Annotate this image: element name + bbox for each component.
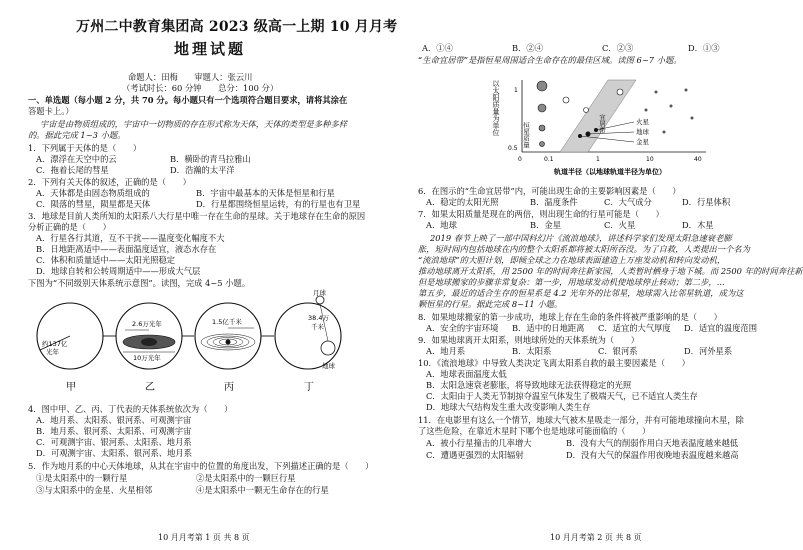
label-yi: 乙 bbox=[145, 382, 155, 393]
question-11: 11．在电影里有这么一个情节，地球大气被木星吸走一部分，并有可能地球撞向木星，除 bbox=[418, 415, 744, 425]
planet-dot bbox=[663, 131, 666, 134]
jia-label-137: 约137亿 bbox=[42, 340, 68, 348]
question-10: 10．《流浪地球》中导致人类决定飞离太阳系自救的最主要因素是（ ） bbox=[418, 358, 690, 368]
q5-statement-4: ④是太阳系中一颗无生命存在的行星 bbox=[196, 485, 329, 495]
celestial-systems-diagram bbox=[28, 289, 388, 396]
x-tick-10: 10 bbox=[646, 156, 654, 163]
stellar-mass-label: 恒星质量 bbox=[522, 122, 530, 148]
passage-line-5: 但是地球搬家的步骤非常复杂：第一步，用地球发动机使地球停止转动；第二步，... bbox=[418, 277, 725, 287]
question-11-cont: 了这些危险，在靠近木星时下哪个也是地球可能面临的（ ） bbox=[418, 426, 651, 436]
figure-intro: 下图为“不同级别天体系统示意图”。读图，完成 4~5 小题。 bbox=[28, 278, 251, 288]
question-1: 1．下列属于天体的是（ ） bbox=[28, 143, 142, 153]
q5-statement-3: ③与太阳系中的金星、火星相邻 bbox=[36, 485, 153, 495]
q5-choice-b: B．②④ bbox=[512, 43, 543, 53]
q9-option-a: A．地月系 bbox=[426, 346, 466, 356]
question-3-cont: 分析正确的是（ ） bbox=[28, 222, 111, 232]
planet-dot bbox=[617, 89, 623, 95]
q6-option-d: D．行星体积 bbox=[682, 197, 731, 207]
q6-option-b: B．温度条件 bbox=[530, 197, 578, 207]
galaxy-bulge bbox=[141, 338, 157, 346]
x-tick-01: 0.1 bbox=[544, 156, 554, 163]
earth-label: 地球 bbox=[322, 362, 335, 370]
q11-option-c: C．遭遇更强烈的太阳辐射 bbox=[426, 450, 524, 460]
ding-circle bbox=[275, 303, 341, 369]
question-4: 4．图中甲、乙、丙、丁代表的天体系统依次为（ ） bbox=[28, 404, 233, 414]
q4-option-d: D．可观测宇宙、太阳系、银河系、地月系 bbox=[36, 448, 192, 458]
venus-label: 金星 bbox=[636, 138, 649, 146]
q4-option-b: B．地月系、银河系、太阳系、可观测宇宙 bbox=[36, 426, 192, 436]
habitable-zone-intro: “生命宜居带”是指恒星周围适合生命存在的最佳区域。读图 6~7 小题。 bbox=[418, 55, 682, 65]
subject-title: 地理试题 bbox=[174, 40, 247, 58]
q3-option-a: A．行星各行其道，互不干扰——温度变化幅度不大 bbox=[36, 233, 225, 243]
q11-option-d: D．没有大气的保温作用夜晚地表温度越来越高 bbox=[566, 450, 739, 460]
passage-line-6: 第五步，最近的适合生存的恒星系是 4.2 光年外的比邻星，地球需入比邻星轨道，成为这 bbox=[418, 288, 744, 298]
q2-option-a: A．天体都是由固态物质组成的 bbox=[36, 188, 150, 198]
intro-text: 宇宙是由物质组成的，宇宙中一切物质的存在形式称为天体，天体的类型是多种多样 bbox=[40, 119, 347, 129]
moon-icon bbox=[316, 296, 324, 304]
q5-choice-d: D．①③ bbox=[688, 43, 720, 53]
authors: 命题人：田梅 审题人：张云川 bbox=[128, 72, 253, 82]
q9-option-c: C．银河系 bbox=[598, 346, 638, 356]
jia-label-lightyear: 光年 bbox=[46, 348, 59, 356]
planet-dot bbox=[563, 97, 569, 103]
q3-option-b: B．日地距离适中——表面温度适宜，液态水存在 bbox=[36, 244, 217, 254]
q4-option-c: C．可观测宇宙、银河系、太阳系、地月系 bbox=[36, 437, 192, 447]
sun bbox=[226, 340, 231, 345]
earth-icon bbox=[321, 341, 335, 355]
planet-dot bbox=[655, 91, 658, 94]
page-footer: 10 月月考第 2 页 共 8 页 bbox=[550, 533, 642, 542]
question-5: 5．作为地月系的中心天体地球，从其在宇宙中的位置的角度出发，下列描述正确的是（ ） bbox=[28, 461, 374, 471]
question-7: 7．如果太阳质量是现在的两倍，则出现生命的行星可能是（ ） bbox=[418, 209, 664, 219]
q5-statement-1: ①是太阳系中的一颗行星 bbox=[36, 473, 128, 483]
q4-option-a: A．地月系、太阳系、银河系、可观测宇宙 bbox=[36, 415, 192, 425]
planet-dot bbox=[645, 109, 648, 112]
y-tick-1: 1 bbox=[514, 87, 518, 94]
q10-option-c: C．太阳由于人类无节制掠夺温室气体发生了极端天气，已不适宜人类生存 bbox=[426, 391, 698, 401]
left-page bbox=[28, 0, 398, 550]
q8-option-a: A．安全的宇宙环境 bbox=[426, 323, 499, 333]
star-marker bbox=[538, 104, 546, 112]
habitable-zone-label: 宜居带 bbox=[598, 114, 606, 134]
question-3: 3．地球是目前人类所知的太阳系八大行星中唯一存在生命的星球。关于地球存在生命的原因 bbox=[28, 211, 366, 221]
q6-option-a: A．稳定的太阳光照 bbox=[426, 197, 499, 207]
question-2: 2．下列有关天体的叙述，正确的是（ ） bbox=[28, 177, 191, 187]
q2-option-d: D．行星都围绕恒星运转，有的行星也有卫星 bbox=[196, 199, 361, 209]
q11-option-b: B．没有大气的削弱作用白天地表温度越来越低 bbox=[566, 438, 739, 448]
q3-option-d: D．地球自转和公转周期适中——形成大气层 bbox=[36, 266, 201, 276]
page-footer: 10 月月考第 1 页 共 8 页 bbox=[158, 533, 250, 542]
q1-option-d: D．浩瀚的太平洋 bbox=[170, 165, 235, 175]
ding-label-384a: 38.4万 bbox=[308, 314, 329, 322]
yi-label-26: 2.6万光年 bbox=[132, 320, 162, 328]
passage-line-2: 胀，短时间内包括地球在内的整个太阳系都将被太阳所吞没。为了自救，人类提出一个名为 bbox=[418, 244, 750, 254]
label-ding: 丁 bbox=[304, 382, 314, 393]
q3-option-c: C．体积和质量适中——太阳光照稳定 bbox=[36, 255, 176, 265]
q5-choice-c: C．②③ bbox=[602, 43, 634, 53]
label-bing: 丙 bbox=[224, 382, 234, 393]
label-jia: 甲 bbox=[66, 382, 76, 393]
q10-option-a: A．地球表面温度太低 bbox=[426, 369, 507, 379]
q10-option-d: D．地球大气结构发生重大改变影响人类生存 bbox=[426, 402, 591, 412]
exam-meta: （考试时长：60 分钟 总分：100 分） bbox=[122, 83, 279, 93]
q8-option-d: D．适宜的温度范围 bbox=[684, 323, 758, 333]
q8-option-b: B．适中的日地距离 bbox=[512, 323, 585, 333]
planet-dot bbox=[584, 108, 589, 113]
passage-line-4: 推动地球离开太阳系，用 2500 年的时间奔往新家园，人类暂时栖身于地下城。而 2500 年的时间奔往新 bbox=[418, 266, 803, 276]
q8-option-c: C．适宜的大气厚度 bbox=[598, 323, 671, 333]
question-9: 9．如果地球离开太阳系，则地球所处的天体系统为（ ） bbox=[418, 335, 639, 345]
section-heading-cont: 答题卡上。） bbox=[28, 106, 74, 116]
star-marker bbox=[537, 81, 547, 91]
exam-title: 万州二中教育集团高 2023 级高一上期 10 月月考 bbox=[76, 19, 398, 35]
q7-option-b: B．金星 bbox=[530, 220, 561, 230]
q5-choice-a: A．①④ bbox=[422, 43, 453, 53]
planet-dot bbox=[691, 117, 694, 120]
passage-line-3: “流浪地球”的大胆计划，即倾全球之力在地球表面建造上万座发动机和转向发动机， bbox=[418, 255, 726, 265]
star-marker bbox=[540, 142, 545, 147]
q1-option-b: B．横卧的青马拉雅山 bbox=[170, 154, 251, 164]
q10-option-b: B．太阳急速衰老膨胀，将导致地球无法获得稳定的光照 bbox=[426, 380, 632, 390]
question-6: 6．在图示的“生命宜居带”内，可能出现生命的主要影响因素是（ ） bbox=[418, 186, 681, 196]
q2-option-b: B．宇宙中最基本的天体是恒星和行星 bbox=[196, 188, 335, 198]
habitable-zone-figure bbox=[492, 72, 726, 182]
q11-option-a: A．被小行星撞击的几率增大 bbox=[426, 438, 532, 448]
q6-option-c: C．大气成分 bbox=[604, 197, 652, 207]
q9-option-d: D．河外星系 bbox=[684, 346, 733, 356]
q9-option-b: B．太阳系 bbox=[512, 346, 552, 356]
q5-statement-2: ②是太阳系中的一颗巨行星 bbox=[196, 473, 296, 483]
earth-label-hz: 地球 bbox=[636, 128, 649, 136]
right-page bbox=[418, 0, 803, 550]
q7-option-c: C．火星 bbox=[604, 220, 636, 230]
x-axis-label: 轨道半径（以地球轨道半径为单位） bbox=[554, 168, 666, 176]
planet-dot bbox=[670, 105, 673, 108]
ding-label-384b: 千米 bbox=[311, 323, 324, 331]
section-heading: 一、单选题（每小题 2 分，共 70 分。每小题只有一个选项符合题目要求，请将其涂在 bbox=[28, 95, 348, 105]
q7-option-d: D．木星 bbox=[682, 220, 714, 230]
x-tick-40: 40 bbox=[694, 156, 702, 163]
passage-line-7: 颗恒星的行星。据此完成 8~11 小题。 bbox=[418, 299, 563, 309]
q1-option-a: A．漂浮在天空中的云 bbox=[36, 154, 117, 164]
mars-label: 火星 bbox=[636, 118, 649, 126]
x-tick-0: 0 bbox=[518, 156, 522, 163]
q2-option-c: C．陨落的彗星，陨星都是天体 bbox=[36, 199, 151, 209]
q7-option-a: A．地球 bbox=[426, 220, 457, 230]
bing-label-15: 1.5亿千米 bbox=[212, 318, 242, 326]
y-axis-label: 以太阳质量为单位 bbox=[492, 80, 500, 136]
q1-option-c: C．拖着长尾的彗星 bbox=[36, 165, 109, 175]
planet-dot bbox=[685, 89, 688, 92]
intro-text-cont: 的。据此完成 1~3 小题。 bbox=[28, 130, 126, 140]
y-tick-05: 0.5 bbox=[508, 145, 518, 152]
star-marker bbox=[539, 125, 545, 131]
moon-label: 月球 bbox=[313, 289, 326, 297]
passage-line-1: 2019 春节上映了一部中国科幻片《流浪地球》，讲述科学家们发现太阳急速衰老膨 bbox=[430, 233, 732, 243]
x-tick-1: 1 bbox=[596, 156, 600, 163]
question-8: 8．如果地球搬家的第一步成功，地球上存在生命的条件将被严重影响的是（ ） bbox=[418, 312, 722, 322]
yi-label-10: 10万光年 bbox=[133, 354, 161, 362]
